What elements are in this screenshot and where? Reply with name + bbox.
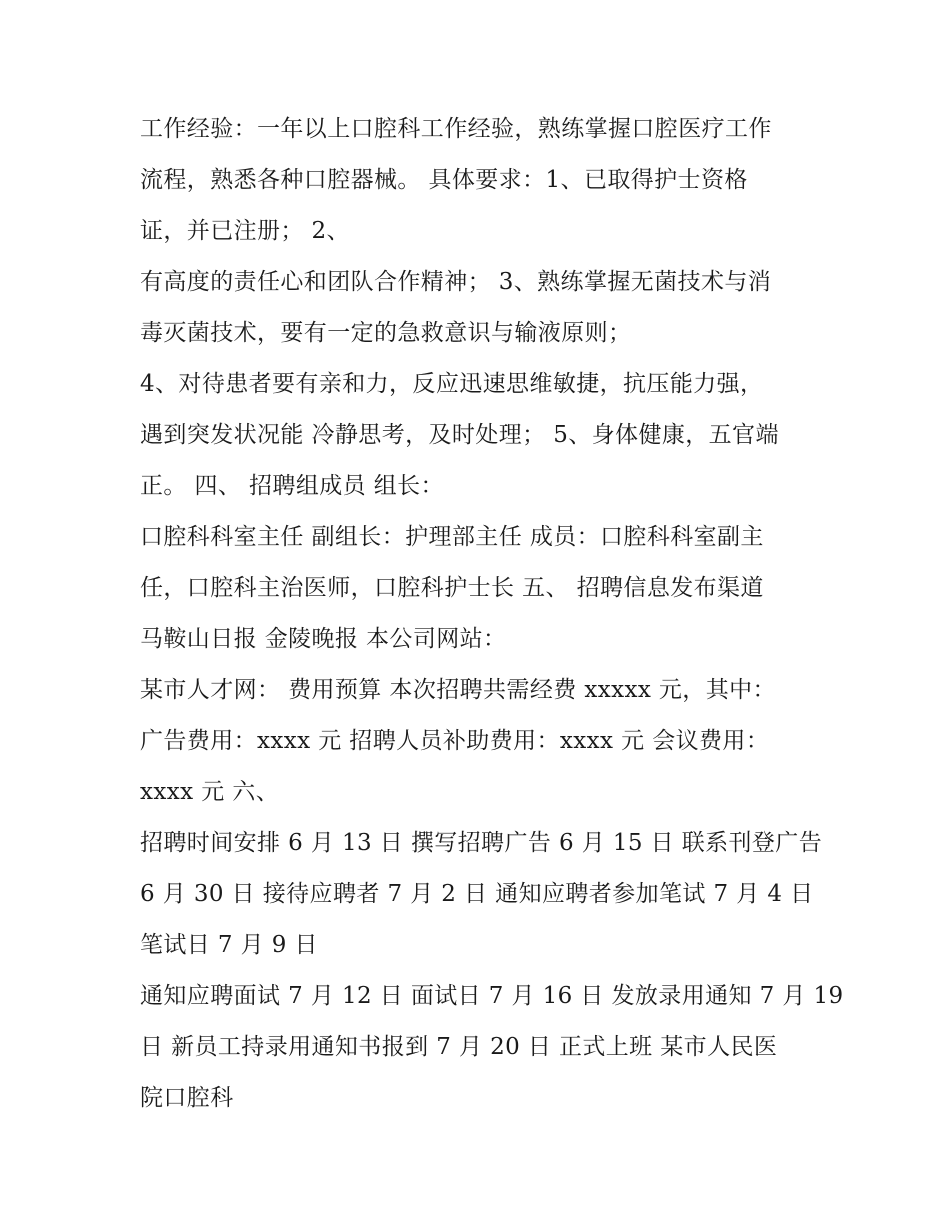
text-line: xxxx 元 六、 bbox=[140, 779, 280, 805]
text-line: 4、对待患者要有亲和力，反应迅速思维敏捷，抗压能力强， bbox=[140, 371, 764, 397]
text-line: 流程，熟悉各种口腔器械。 具体要求：1、已取得护士资格 bbox=[140, 167, 748, 193]
text-line: 6 月 30 日 接待应聘者 7 月 2 日 通知应聘者参加笔试 7 月 4 日 bbox=[140, 881, 814, 907]
text-line: 正。 四、 招聘组成员 组长： bbox=[140, 473, 444, 499]
text-line: 毒灭菌技术，要有一定的急救意识与输液原则； bbox=[140, 320, 632, 346]
text-line: 院口腔科 bbox=[140, 1085, 234, 1111]
text-line: 招聘时间安排 6 月 13 日 撰写招聘广告 6 月 15 日 联系刊登广告 bbox=[140, 830, 823, 856]
text-line: 证，并已注册； 2、 bbox=[140, 218, 350, 244]
text-line: 口腔科科室主任 副组长：护理部主任 成员：口腔科科室副主 bbox=[140, 524, 764, 550]
document-body bbox=[140, 104, 844, 1124]
text-line: 某市人才网： 费用预算 本次招聘共需经费 xxxxx 元，其中： bbox=[140, 677, 776, 703]
text-line: 任，口腔科主治医师，口腔科护士长 五、 招聘信息发布渠道 bbox=[140, 575, 764, 601]
text-line: 马鞍山日报 金陵晚报 本公司网站： bbox=[140, 626, 507, 652]
text-line: 日 新员工持录用通知书报到 7 月 20 日 正式上班 某市人民医 bbox=[140, 1034, 778, 1060]
text-line: 工作经验：一年以上口腔科工作经验，熟练掌握口腔医疗工作 bbox=[140, 116, 772, 142]
text-line: 广告费用：xxxx 元 招聘人员补助费用：xxxx 元 会议费用： bbox=[140, 728, 770, 754]
text-line: 笔试日 7 月 9 日 bbox=[140, 932, 318, 958]
text-line: 通知应聘面试 7 月 12 日 面试日 7 月 16 日 发放录用通知 7 月 19 bbox=[140, 983, 844, 1009]
text-line: 有高度的责任心和团队合作精神； 3、熟练掌握无菌技术与消 bbox=[140, 269, 772, 295]
text-line: 遇到突发状况能 冷静思考，及时处理； 5、身体健康，五官端 bbox=[140, 422, 779, 448]
